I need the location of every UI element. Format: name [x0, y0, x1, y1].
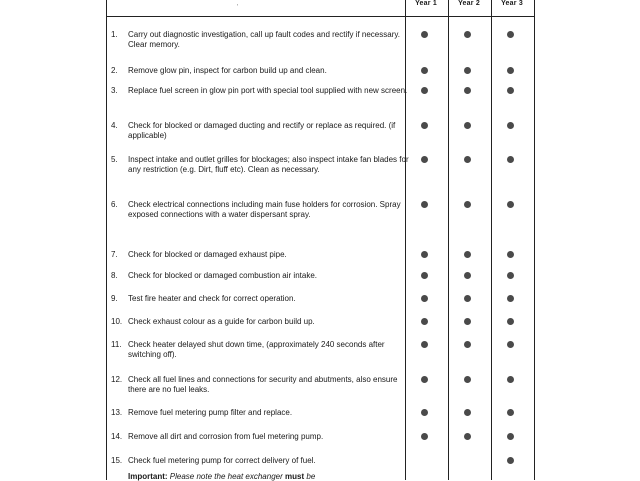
year-3-marker — [507, 433, 514, 440]
year-1-marker — [421, 67, 428, 74]
task-number: 1. — [111, 30, 118, 39]
task-description: Check for blocked or damaged exhaust pipe. — [128, 250, 287, 259]
task-number: 9. — [111, 294, 118, 303]
task-description: Remove fuel metering pump filter and replace. — [128, 408, 293, 417]
year-1-marker — [421, 156, 428, 163]
task-description: Replace fuel screen in glow pin port with special tool supplied with new screen. — [128, 86, 408, 95]
year-2-marker — [464, 201, 471, 208]
year-3-marker — [507, 295, 514, 302]
task-number: 11. — [111, 340, 122, 349]
task-number: 2. — [111, 66, 118, 75]
task-number: 5. — [111, 155, 118, 164]
header-rule — [106, 16, 534, 17]
year-2-marker — [464, 409, 471, 416]
task-number: 7. — [111, 250, 118, 259]
year-3-marker — [507, 457, 514, 464]
note-text: Please note the heat exchanger — [169, 472, 283, 481]
year-3-marker — [507, 31, 514, 38]
year-3-marker — [507, 201, 514, 208]
task-description: Test fire heater and check for correct operation. — [128, 294, 296, 303]
year-3-marker — [507, 87, 514, 94]
year-2-marker — [464, 295, 471, 302]
year-1-marker — [421, 87, 428, 94]
year-1-marker — [421, 295, 428, 302]
year-2-marker — [464, 341, 471, 348]
year-3-marker — [507, 251, 514, 258]
year-3-marker — [507, 318, 514, 325]
year-3-marker — [507, 376, 514, 383]
year-1-marker — [421, 201, 428, 208]
year-2-marker — [464, 376, 471, 383]
column-divider-year3 — [491, 0, 492, 480]
task-number: 15. — [111, 456, 123, 465]
task-description: Inspect intake and outlet grilles for blockages; also inspect intake fan blades for any restriction (e.g. Dirt, fluff etc). Clean as necessary. — [128, 155, 409, 174]
header-year-3: Year 3 — [501, 0, 523, 7]
task-description: Check electrical connections including main fuse holders for corrosion. Spray exposed connections with a water dispersant spray. — [128, 200, 401, 219]
year-1-marker — [421, 433, 428, 440]
year-1-marker — [421, 318, 428, 325]
task-number: 6. — [111, 200, 118, 209]
task-description: Check all fuel lines and connections for security and abutments, also ensure there are no fuel leaks. — [128, 375, 398, 394]
task-description: Check for blocked or damaged combustion air intake. — [128, 271, 317, 280]
task-number: 10. — [111, 317, 123, 326]
year-3-marker — [507, 156, 514, 163]
task-number: 14. — [111, 432, 123, 441]
task-description: Remove all dirt and corrosion from fuel metering pump. — [128, 432, 324, 441]
task-description: Remove glow pin, inspect for carbon build up and clean. — [128, 66, 327, 75]
header-year-1: Year 1 — [415, 0, 437, 7]
stray-mark: ' — [237, 4, 239, 11]
year-3-marker — [507, 67, 514, 74]
year-1-marker — [421, 251, 428, 258]
task-number: 3. — [111, 86, 118, 95]
note-tail: be — [306, 472, 316, 481]
task-description: Carry out diagnostic investigation, call up fault codes and rectify if necessary. Clear memory. — [128, 30, 400, 49]
task-number: 8. — [111, 271, 118, 280]
year-3-marker — [507, 122, 514, 129]
note-emphasis: must — [285, 472, 305, 481]
year-2-marker — [464, 31, 471, 38]
year-2-marker — [464, 251, 471, 258]
year-3-marker — [507, 341, 514, 348]
year-1-marker — [421, 376, 428, 383]
year-2-marker — [464, 87, 471, 94]
year-2-marker — [464, 318, 471, 325]
year-2-marker — [464, 156, 471, 163]
table-left-border — [106, 0, 107, 480]
task-number: 12. — [111, 375, 123, 384]
year-3-marker — [507, 272, 514, 279]
task-description: Check exhaust colour as a guide for carbon build up. — [128, 317, 315, 326]
task-description: Check heater delayed shut down time, (approximately 240 seconds after switching off). — [128, 340, 385, 359]
year-2-marker — [464, 433, 471, 440]
year-1-marker — [421, 272, 428, 279]
header-year-2: Year 2 — [458, 0, 480, 7]
year-1-marker — [421, 341, 428, 348]
task-description: Check fuel metering pump for correct delivery of fuel. — [128, 456, 316, 465]
year-2-marker — [464, 67, 471, 74]
year-1-marker — [421, 31, 428, 38]
year-1-marker — [421, 409, 428, 416]
table-right-border — [534, 0, 535, 480]
task-description: Check for blocked or damaged ducting and rectify or replace as required. (if applicable) — [128, 121, 396, 140]
year-2-marker — [464, 272, 471, 279]
note-label: Important: — [128, 472, 168, 481]
year-1-marker — [421, 122, 428, 129]
task-number: 13. — [111, 408, 123, 417]
year-3-marker — [507, 409, 514, 416]
year-2-marker — [464, 122, 471, 129]
task-number: 4. — [111, 121, 118, 130]
column-divider-year2 — [448, 0, 449, 480]
